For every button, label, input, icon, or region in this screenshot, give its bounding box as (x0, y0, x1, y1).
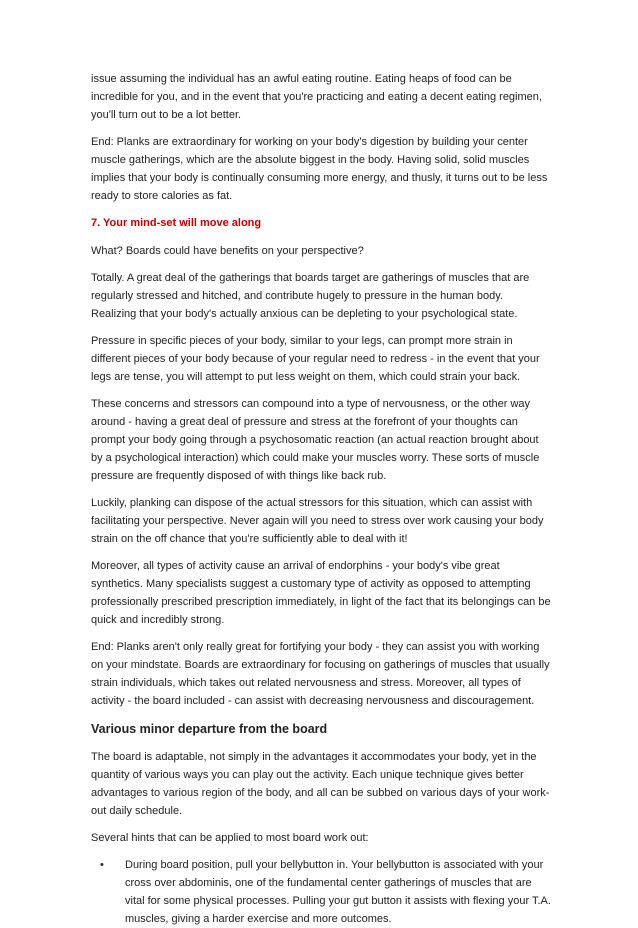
paragraph: Totally. A great deal of the gatherings that boards target are gatherings of muscles that are regularly stressed and hitched, and contribute hugely to pressure in the human body. Realizing that your body's actually anxious can be depleting to your psychological state. (91, 272, 530, 320)
list-item (91, 856, 551, 928)
paragraph: The board is adaptable, not simply in the advantages it accommodates your body, yet in the quantity of various ways you can play out the activity. Each unique technique gives better advantages to various region of the body, and all can be subbed on various days of your work-out daily schedule. (91, 751, 550, 817)
paragraph: Moreover, all types of activity cause an arrival of endorphins - your body's vibe great synthetics. Many specialists suggest a customary type of activity as opposed to attempting professionally prescribed prescription immediately, in light of the fact that its belongings can be quick and incredibly strong. (91, 560, 551, 626)
paragraph: issue assuming the individual has an awful eating routine. Eating heaps of food can be incredible for you, and in the event that you're practicing and eating a decent eating regimen, you'll turn out to be a lot better. (91, 73, 542, 121)
paragraph: Luckily, planking can dispose of the actual stressors for this situation, which can assist with facilitating your perspective. Never again will you need to stress over work causing your body strain on the off chance that you're sufficiently able to deal with it! (91, 497, 544, 545)
list-item-text: During board position, pull your bellybutton in. Your bellybutton is associated with your cross over abdominis, one of the fundamental center gatherings of muscles that are vital for some physical processes. Pulling your gut button it assists with flexing your T.A. muscles, giving a harder exercise and more outcomes. (125, 859, 551, 925)
mindset-heading: 7. Your mind-set will move along (91, 217, 262, 229)
paragraph: Several hints that can be applied to most board work out: (91, 832, 369, 844)
hint-list (91, 856, 551, 928)
paragraph: End: Planks are extraordinary for working on your body's digestion by building your center muscle gatherings, which are the absolute biggest in the body. Having solid, solid muscles implies that your body is continually consuming more energy, and thusly, it turns out to be less ready to store calories as fat. (91, 136, 548, 202)
section-heading: Various minor departure from the board (91, 722, 328, 736)
paragraph: Pressure in specific pieces of your body, similar to your legs, can prompt more strain in different pieces of your body because of your regular need to redress - in the event that your legs are tense, you will attempt to put less weight on them, which could strain your back. (91, 335, 540, 383)
paragraph: What? Boards could have benefits on your perspective? (91, 245, 364, 257)
document-page (91, 70, 551, 928)
paragraph: These concerns and stressors can compound into a type of nervousness, or the other way around - having a great deal of pressure and stress at the forefront of your thoughts can prompt your body going through a psychosomatic reaction (an actual reaction brought about by a psychological interaction) which could make your muscles worry. These sorts of muscle pressure are frequently disposed of with things like back rub. (91, 398, 540, 482)
paragraph: End: Planks aren't only really great for fortifying your body - they can assist you with working on your mindstate. Boards are extraordinary for focusing on gatherings of muscles that usually strain individuals, which takes out related nervousness and stress. Moreover, all types of activity - the board included - can assist with decreasing nervousness and discouragement. (91, 641, 550, 707)
bullet-icon: • (100, 859, 104, 871)
